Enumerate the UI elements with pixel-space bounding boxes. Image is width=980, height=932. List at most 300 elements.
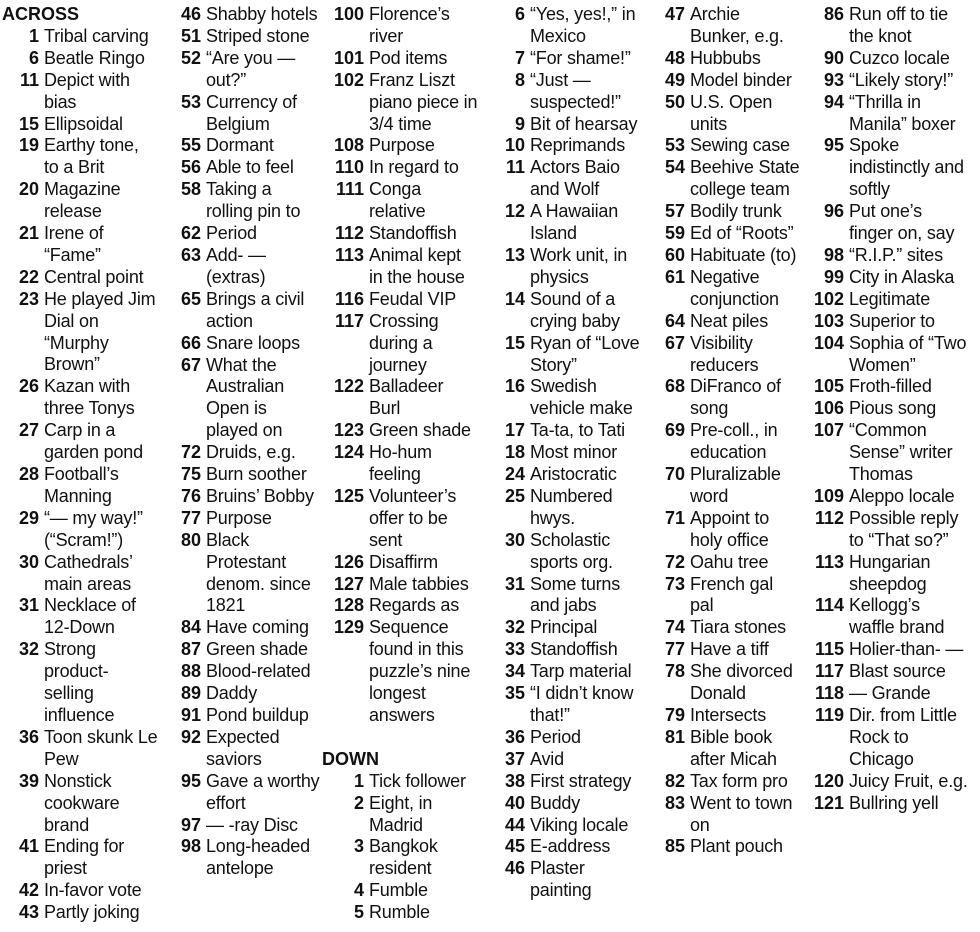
- clue-item: [322, 48, 478, 70]
- clue-item: [804, 771, 968, 793]
- clue-item: [492, 683, 644, 727]
- clue-text: Plant pouch: [690, 836, 783, 857]
- clue-item: [2, 595, 158, 639]
- clue-text: Principal: [530, 617, 598, 638]
- clue-number: 119: [814, 705, 844, 725]
- clue-item: [2, 289, 158, 377]
- clue-number: 95: [180, 770, 201, 791]
- clue-number: 42: [18, 880, 39, 901]
- clue-text: Kazan with three Tonys: [44, 376, 135, 419]
- clue-number: 49: [664, 69, 685, 90]
- clue-text: Legitimate: [849, 288, 931, 309]
- clue-text: Green shade: [369, 420, 471, 441]
- clue-number: 57: [664, 201, 685, 222]
- clue-text: Holier-than- —: [849, 639, 964, 660]
- clue-number: 59: [664, 223, 685, 244]
- clue-item: [654, 793, 800, 837]
- clue-text: Tick follower: [369, 770, 466, 791]
- clue-item: [2, 376, 158, 420]
- clue-text: Model binder: [690, 69, 792, 90]
- clue-item: [164, 771, 320, 815]
- clue-item: [654, 157, 800, 201]
- clue-number: 129: [333, 617, 364, 638]
- clue-number: 30: [504, 529, 525, 550]
- clue-item: [492, 793, 644, 815]
- clue-number: 101: [333, 47, 364, 68]
- clue-item: [164, 223, 320, 245]
- clue-item: [492, 661, 644, 683]
- clue-text: Tribal carving: [44, 25, 149, 46]
- clue-text: Bit of hearsay: [530, 113, 638, 134]
- clue-text: Pious song: [849, 398, 937, 419]
- clue-text: Viking locale: [530, 814, 629, 835]
- clue-text: Spoke indistinctly and softly: [849, 135, 964, 200]
- clue-number: 1: [353, 770, 364, 791]
- clue-number: 24: [504, 464, 525, 485]
- clue-text: Ellipsoidal: [44, 113, 123, 134]
- clue-number: 32: [18, 639, 39, 660]
- clue-text: Druids, e.g.: [206, 442, 296, 463]
- clue-item: [164, 157, 320, 179]
- clue-text: Burn soother: [206, 464, 307, 485]
- clue-item: [804, 398, 968, 420]
- clue-text: “Yes, yes!,” in Mexico: [530, 4, 636, 46]
- clue-item: [164, 92, 320, 136]
- clue-item: [492, 836, 644, 858]
- clue-column-4: [492, 4, 644, 902]
- clue-item: [804, 376, 968, 398]
- clue-item: [804, 705, 968, 771]
- clue-text: Intersects: [690, 705, 767, 725]
- clue-number: 67: [664, 332, 685, 353]
- clue-text: Volunteer’s offer to be sent: [369, 485, 457, 550]
- clue-text: Actors Baio and Wolf: [530, 157, 620, 200]
- clue-text: Ending for priest: [44, 836, 125, 879]
- clue-number: 77: [180, 507, 201, 528]
- clue-item: [322, 836, 478, 880]
- clue-item: [322, 617, 478, 727]
- clue-number: 106: [813, 398, 844, 419]
- clue-text: Striped stone: [206, 25, 310, 46]
- clue-text: “Common Sense” writer Thomas: [849, 420, 953, 485]
- clue-number: 6: [514, 4, 525, 24]
- clue-item: [654, 245, 800, 267]
- clue-text: Beehive State college team: [690, 157, 800, 200]
- clue-number: 38: [504, 770, 525, 791]
- clue-text: Regards as: [369, 595, 460, 616]
- clue-item: [804, 486, 968, 508]
- clue-number: 72: [664, 551, 685, 572]
- clue-number: 7: [514, 47, 525, 68]
- clue-number: 105: [813, 376, 844, 397]
- clue-item: [164, 530, 320, 618]
- clue-text: Juicy Fruit, e.g.: [849, 770, 968, 791]
- clue-number: 64: [664, 310, 685, 331]
- clue-number: 120: [813, 770, 844, 791]
- clue-item: [164, 4, 320, 26]
- clue-item: [2, 880, 158, 902]
- clue-text: Taking a rolling pin to: [206, 179, 301, 222]
- clue-text: Hungarian sheepdog: [849, 551, 931, 594]
- clue-number: 92: [180, 726, 201, 747]
- clue-number: 123: [333, 420, 364, 441]
- clue-text: Magazine release: [44, 179, 121, 222]
- clue-text: Put one’s finger on, say: [849, 201, 955, 244]
- clue-number: 46: [180, 4, 201, 24]
- clue-number: 97: [180, 814, 201, 835]
- clue-number: 65: [180, 288, 201, 309]
- clue-text: Aleppo locale: [849, 485, 955, 506]
- clue-number: 91: [180, 705, 201, 725]
- clue-number: 36: [18, 726, 39, 747]
- clue-text: Fumble: [369, 880, 428, 901]
- clue-number: 2: [353, 792, 364, 813]
- clue-item: [322, 157, 478, 179]
- clue-text: Bangkok resident: [369, 836, 438, 879]
- clue-text: Franz Liszt piano piece in 3/4 time: [369, 69, 478, 134]
- clue-number: 6: [28, 47, 39, 68]
- clue-text: Oahu tree: [690, 551, 769, 572]
- clue-number: 37: [504, 748, 525, 769]
- clue-number: 116: [334, 288, 364, 309]
- clue-number: 117: [334, 310, 364, 331]
- clue-text: Shabby hotels: [206, 4, 318, 24]
- clue-text: “Just — suspected!”: [530, 69, 621, 112]
- clue-item: [2, 70, 158, 114]
- clue-number: 17: [504, 420, 525, 441]
- clue-item: [492, 245, 644, 289]
- clue-item: [2, 267, 158, 289]
- clue-text: Dir. from Little Rock to Chicago: [849, 705, 957, 769]
- clue-item: [492, 201, 644, 245]
- clue-text: A Hawaiian Island: [530, 201, 619, 244]
- clue-item: [2, 771, 158, 837]
- clue-number: 112: [814, 507, 844, 528]
- clue-text: Sequence found in this puzzle’s nine longest answers: [369, 617, 471, 725]
- clue-text: Blood-related: [206, 661, 311, 682]
- clue-text: Negative conjunction: [690, 266, 779, 309]
- clue-item: [322, 552, 478, 574]
- clue-text: Animal kept in the house: [369, 244, 465, 287]
- clue-item: [164, 508, 320, 530]
- clue-item: [2, 508, 158, 552]
- clue-text: Sophia of “Two Women”: [849, 332, 967, 375]
- clue-text: Ed of “Roots”: [690, 223, 794, 244]
- clue-number: 89: [180, 683, 201, 704]
- clue-text: Daddy: [206, 683, 258, 704]
- clue-item: [804, 245, 968, 267]
- clue-number: 112: [334, 223, 364, 244]
- clue-number: 33: [504, 639, 525, 660]
- clue-item: [322, 902, 478, 924]
- clue-item: [322, 245, 478, 289]
- clue-item: [322, 574, 478, 596]
- clue-item: [492, 48, 644, 70]
- clue-number: 50: [664, 91, 685, 112]
- clue-number: 3: [353, 836, 364, 857]
- clue-text: Pond buildup: [206, 705, 309, 725]
- clue-number: 88: [180, 661, 201, 682]
- clue-item: [322, 179, 478, 223]
- clue-text: In regard to: [369, 157, 459, 178]
- clue-item: [322, 4, 478, 48]
- clue-text: Disaffirm: [369, 551, 438, 572]
- clue-number: 46: [504, 858, 525, 879]
- clue-text: Bible book after Micah: [690, 726, 777, 769]
- across-heading: ACROSS: [2, 4, 80, 24]
- clue-number: 70: [664, 464, 685, 485]
- clue-number: 58: [180, 179, 201, 200]
- clue-item: [654, 267, 800, 311]
- clue-number: 9: [514, 113, 525, 134]
- section-gap: [322, 727, 478, 749]
- clue-item: [492, 464, 644, 486]
- clue-number: 11: [19, 69, 39, 90]
- clue-number: 71: [664, 507, 685, 528]
- clue-number: 128: [333, 595, 364, 616]
- clue-column-6: [804, 4, 968, 815]
- clue-text: “I didn’t know that!”: [530, 683, 634, 725]
- clue-item: [322, 771, 478, 793]
- clue-item: [164, 289, 320, 333]
- clue-number: 32: [504, 617, 525, 638]
- clue-item: [164, 355, 320, 443]
- clue-number: 75: [180, 464, 201, 485]
- clue-number: 104: [813, 332, 844, 353]
- clue-text: Work unit, in physics: [530, 244, 628, 287]
- clue-item: [2, 26, 158, 48]
- clue-item: [164, 245, 320, 289]
- clue-number: 56: [180, 157, 201, 178]
- clue-number: 8: [514, 69, 525, 90]
- clue-number: 20: [18, 179, 39, 200]
- clue-number: 28: [18, 464, 39, 485]
- clue-text: Ta-ta, to Tati: [530, 420, 625, 441]
- clue-number: 100: [333, 4, 364, 24]
- clue-number: 93: [823, 69, 844, 90]
- clue-item: [322, 595, 478, 617]
- clue-text: U.S. Open units: [690, 91, 773, 134]
- clue-item: [322, 420, 478, 442]
- clue-text: Long-headed antelope: [206, 836, 310, 879]
- clue-text: Bruins’ Bobby: [206, 485, 314, 506]
- clue-column-1: [2, 4, 158, 924]
- clue-item: [804, 267, 968, 289]
- clue-number: 19: [18, 135, 39, 156]
- clue-text: Avid: [530, 748, 564, 769]
- clue-number: 107: [813, 420, 844, 441]
- clue-number: 90: [823, 47, 844, 68]
- clue-number: 117: [814, 661, 844, 682]
- clue-text: Crossing during a journey: [369, 310, 439, 375]
- clue-item: [804, 311, 968, 333]
- clue-item: [164, 705, 320, 727]
- clue-item: [804, 92, 968, 136]
- clue-item: [804, 683, 968, 705]
- clue-number: 96: [823, 201, 844, 222]
- clue-item: [654, 376, 800, 420]
- clue-text: Sewing case: [690, 135, 790, 156]
- clue-text: Bullring yell: [849, 792, 939, 813]
- clue-text: Habituate (to): [690, 244, 797, 265]
- clue-number: 82: [664, 770, 685, 791]
- clue-text: Balladeer Burl: [369, 376, 444, 419]
- clue-item: [2, 552, 158, 596]
- clue-item: [654, 4, 800, 48]
- clue-item: [492, 114, 644, 136]
- clue-item: [322, 793, 478, 837]
- clue-item: [2, 179, 158, 223]
- clue-item: [164, 26, 320, 48]
- clue-item: [492, 289, 644, 333]
- clue-item: [164, 617, 320, 639]
- clue-text: Conga relative: [369, 179, 426, 222]
- clue-item: [804, 135, 968, 201]
- clue-text: “R.I.P.” sites: [849, 244, 943, 265]
- clue-item: [804, 661, 968, 683]
- clue-number: 98: [180, 836, 201, 857]
- clue-text: Standoffish: [530, 639, 618, 660]
- clue-text: “For shame!”: [530, 47, 631, 68]
- clue-text: DiFranco of song: [690, 376, 781, 419]
- clue-number: 94: [823, 91, 844, 112]
- clue-number: 66: [180, 332, 201, 353]
- clue-item: [492, 815, 644, 837]
- clue-item: [654, 508, 800, 552]
- clue-number: 45: [504, 836, 525, 857]
- clue-number: 12: [504, 201, 525, 222]
- clue-item: [492, 617, 644, 639]
- clue-item: [654, 639, 800, 661]
- clue-text: City in Alaska: [849, 266, 955, 287]
- clue-number: 44: [504, 814, 525, 835]
- clue-number: 73: [664, 573, 685, 594]
- clue-text: Appoint to holy office: [690, 507, 770, 550]
- clue-number: 77: [664, 639, 685, 660]
- clue-text: Archie Bunker, e.g.: [690, 4, 784, 46]
- clue-number: 110: [334, 157, 364, 178]
- clue-number: 16: [504, 376, 525, 397]
- clue-item: [164, 135, 320, 157]
- clue-text: Brings a civil action: [206, 288, 305, 331]
- clue-text: — -ray Disc: [206, 814, 298, 835]
- clue-text: “Likely story!”: [849, 69, 954, 90]
- clue-item: [654, 552, 800, 574]
- clue-number: 124: [333, 442, 364, 463]
- clue-text: Feudal VIP: [369, 288, 457, 309]
- clue-item: [2, 836, 158, 880]
- clue-text: Irene of “Fame”: [44, 223, 104, 265]
- clue-item: [804, 289, 968, 311]
- clue-text: Tiara stones: [690, 617, 786, 638]
- clue-text: “Thrilla in Manila” boxer: [849, 91, 956, 134]
- clue-item: [492, 157, 644, 201]
- clue-number: 68: [664, 376, 685, 397]
- clue-item: [654, 727, 800, 771]
- clue-number: 34: [504, 661, 525, 682]
- clue-item: [654, 135, 800, 157]
- clue-number: 47: [664, 4, 685, 24]
- clue-text: Neat piles: [690, 310, 769, 331]
- clue-item: [322, 486, 478, 552]
- clue-number: 80: [180, 529, 201, 550]
- clue-number: 103: [813, 310, 844, 331]
- clue-item: [322, 223, 478, 245]
- clue-number: 41: [18, 836, 39, 857]
- clue-number: 53: [180, 91, 201, 112]
- clue-number: 81: [664, 726, 685, 747]
- clue-number: 5: [353, 902, 364, 923]
- clue-number: 67: [180, 354, 201, 375]
- clue-item: [492, 486, 644, 530]
- clue-text: Football’s Manning: [44, 464, 119, 506]
- clue-item: [492, 574, 644, 618]
- clue-item: [654, 333, 800, 377]
- clue-number: 18: [504, 442, 525, 463]
- clue-item: [164, 179, 320, 223]
- clue-number: 122: [333, 376, 364, 397]
- clue-text: Ryan of “Love Story”: [530, 332, 640, 375]
- clue-item: [804, 70, 968, 92]
- clue-item: [804, 639, 968, 661]
- clue-item: [2, 639, 158, 727]
- clue-text: — Grande: [849, 683, 931, 704]
- clue-number: 102: [813, 288, 844, 309]
- clue-item: [492, 376, 644, 420]
- clue-number: 87: [180, 639, 201, 660]
- clue-number: 39: [18, 770, 39, 791]
- clue-number: 126: [333, 551, 364, 572]
- clue-number: 114: [814, 595, 844, 616]
- clue-text: Buddy: [530, 792, 581, 813]
- clue-number: 29: [18, 507, 39, 528]
- clue-number: 86: [823, 4, 844, 24]
- clue-number: 36: [504, 726, 525, 747]
- clue-item: [2, 223, 158, 267]
- clue-item: [492, 771, 644, 793]
- clue-item: [164, 727, 320, 771]
- clue-number: 10: [504, 135, 525, 156]
- clue-text: What the Australian Open is played on: [206, 354, 285, 441]
- clue-text: Currency of Belgium: [206, 91, 297, 134]
- clue-number: 113: [814, 551, 844, 572]
- clue-text: Tarp material: [530, 661, 632, 682]
- clue-item: [164, 464, 320, 486]
- clue-number: 1: [28, 25, 39, 46]
- clue-number: 98: [823, 244, 844, 265]
- clue-text: Purpose: [206, 507, 272, 528]
- clue-text: Florence’s river: [369, 4, 450, 46]
- clue-text: Have a tiff: [690, 639, 769, 660]
- clue-item: [2, 48, 158, 70]
- clue-text: Toon skunk Le Pew: [44, 726, 158, 769]
- clue-text: E-address: [530, 836, 611, 857]
- clue-text: Plaster painting: [530, 858, 592, 901]
- clue-text: Most minor: [530, 442, 618, 463]
- clue-text: Froth-filled: [849, 376, 932, 397]
- clue-number: 61: [664, 266, 685, 287]
- clue-item: [804, 595, 968, 639]
- clue-item: [164, 333, 320, 355]
- clue-number: 15: [18, 113, 39, 134]
- clue-number: 31: [18, 595, 39, 616]
- clue-text: French gal pal: [690, 573, 774, 616]
- clue-number: 102: [333, 69, 364, 90]
- clue-item: [492, 70, 644, 114]
- clue-number: 69: [664, 420, 685, 441]
- clue-item: [492, 420, 644, 442]
- clue-number: 84: [180, 617, 201, 638]
